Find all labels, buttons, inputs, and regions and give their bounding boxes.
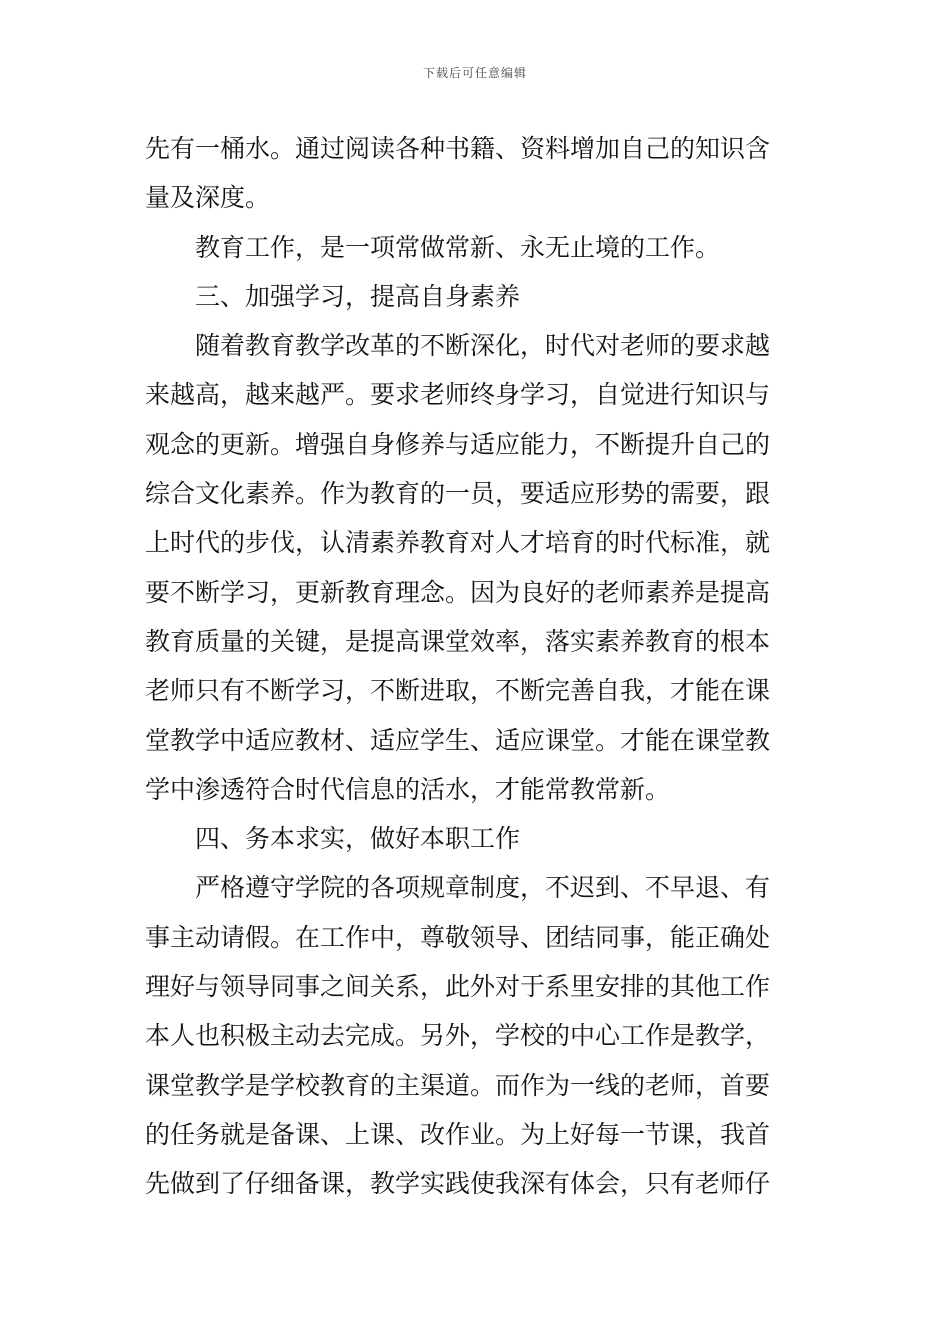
- text-line: 本人也积极主动去完成。另外，学校的中心工作是教学，: [145, 1021, 771, 1051]
- section-heading: 三、加强学习，提高自身素养: [195, 281, 521, 311]
- text-line: 来越高，越来越严。要求老师终身学习，自觉进行知识与: [145, 380, 771, 410]
- text-line: 随着教育教学改革的不断深化，时代对老师的要求越: [195, 331, 771, 361]
- text-line: 严格遵守学院的各项规章制度，不迟到、不早退、有: [195, 873, 771, 903]
- text-line: 老师只有不断学习，不断进取，不断完善自我，才能在课: [145, 676, 771, 706]
- section-heading: 四、务本求实，做好本职工作: [195, 824, 521, 854]
- text-line: 的任务就是备课、上课、改作业。为上好每一节课，我首: [145, 1119, 771, 1149]
- text-line: 理好与领导同事之间关系，此外对于系里安排的其他工作: [145, 972, 771, 1002]
- text-line: 要不断学习，更新教育理念。因为良好的老师素养是提高: [145, 577, 771, 607]
- text-line: 综合文化素养。作为教育的一员，要适应形势的需要，跟: [145, 479, 771, 509]
- header-note: 下载后可任意编辑: [422, 66, 527, 80]
- text-line: 堂教学中适应教材、适应学生、适应课堂。才能在课堂教: [145, 725, 771, 755]
- text-line: 课堂教学是学校教育的主渠道。而作为一线的老师，首要: [145, 1070, 771, 1100]
- text-line: 观念的更新。增强自身修养与适应能力，不断提升自己的: [145, 429, 771, 459]
- text-line: 教育质量的关键，是提高课堂效率，落实素养教育的根本: [145, 626, 771, 656]
- text-line: 教育工作，是一项常做常新、永无止境的工作。: [195, 232, 721, 262]
- text-line: 量及深度。: [145, 183, 271, 213]
- text-line: 先有一桶水。通过阅读各种书籍、资料增加自己的知识含: [145, 134, 771, 163]
- text-line: 先做到了仔细备课，教学实践使我深有体会，只有老师仔: [145, 1169, 771, 1199]
- body-text: [145, 124, 809, 1209]
- text-line: 上时代的步伐，认清素养教育对人才培育的时代标准，就: [145, 528, 771, 558]
- text-line: 学中渗透符合时代信息的活水，才能常教常新。: [145, 774, 671, 804]
- text-line: 事主动请假。在工作中，尊敬领导、团结同事，能正确处: [145, 922, 771, 952]
